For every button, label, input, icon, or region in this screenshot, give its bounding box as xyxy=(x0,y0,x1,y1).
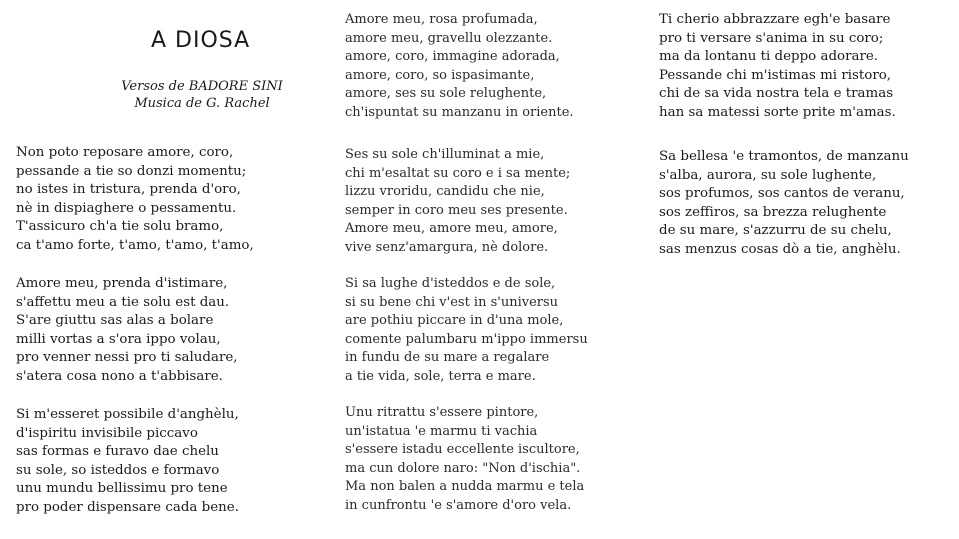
verse-line: semper in coro meu ses presente. xyxy=(345,202,568,218)
verse-line: s'alba, aurora, su sole lughente, xyxy=(659,167,877,183)
verse-line: d'ispiritu invisibile piccavo xyxy=(16,425,198,441)
verse-line: unu mundu bellissimu pro tene xyxy=(16,481,228,497)
verse-line: nè in dispiaghere o pessamentu. xyxy=(16,200,237,216)
verse-line: milli vortas a s'ora ippo volau, xyxy=(16,331,221,347)
verse-line: Amore meu, prenda d'istimare, xyxy=(16,276,228,291)
verse-line: s'essere istadu eccellente iscultore, xyxy=(345,442,580,458)
verse-line: Pessande chi m'istimas mi ristoro, xyxy=(659,67,892,83)
verse-line: sos zeffiros, sa brezza relughente xyxy=(659,204,887,220)
verse-line: vive senz'amargura, nè dolore. xyxy=(345,239,549,255)
verse-line: S'are giuttu sas alas a bolare xyxy=(16,313,214,329)
verse-line: no istes in tristura, prenda d'oro, xyxy=(16,182,241,198)
verse-line: sas formas e furavo dae chelu xyxy=(16,444,219,460)
verse-line: Unu ritrattu s'essere pintore, xyxy=(345,405,539,420)
verse-line: ch'ispuntat su manzanu in oriente. xyxy=(345,104,574,120)
verse-line: Amore meu, rosa profumada, xyxy=(345,12,538,27)
verse-line: si su bene chi v'est in s'universu xyxy=(345,294,559,310)
verse-line: are pothiu piccare in d'una mole, xyxy=(345,313,564,329)
verse-line: s'affettu meu a tie solu est dau. xyxy=(16,294,230,310)
stanza-2-3 xyxy=(345,275,588,387)
verse-line: Non poto reposare amore, coro, xyxy=(16,145,234,160)
verse-line: Sa bellesa 'e tramontos, de manzanu xyxy=(659,149,909,164)
verse-line: ma cun dolore naro: "Non d'ischia". xyxy=(345,460,581,476)
verse-line: ca t'amo forte, t'amo, t'amo, t'amo, xyxy=(16,237,254,253)
stanza-3-1 xyxy=(659,11,896,123)
stanza-2-1 xyxy=(345,11,574,123)
verse-line: amore, coro, immagine adorada, xyxy=(345,49,560,65)
verse-line: han sa matessi sorte prite m'amas. xyxy=(659,104,896,120)
verse-line: sos profumos, sos cantos de veranu, xyxy=(659,186,905,202)
verse-line: sas menzus cosas dò a tie, anghèlu. xyxy=(659,241,901,257)
verse-line: pessande a tie so donzi momentu; xyxy=(16,163,247,179)
stanza-2-4 xyxy=(345,404,584,516)
stanza-1-1 xyxy=(16,144,254,256)
verse-line: Si sa lughe d'isteddos e de sole, xyxy=(345,276,556,291)
verse-line: T'assicuro ch'a tie solu bramo, xyxy=(16,219,224,235)
verse-line: pro poder dispensare cada bene. xyxy=(16,499,239,515)
verse-line: Amore meu, amore meu, amore, xyxy=(345,221,558,237)
verse-line: amore, coro, so ispasimante, xyxy=(345,67,535,83)
verse-line: pro venner nessi pro ti saludare, xyxy=(16,350,238,366)
verse-line: un'istatua 'e marmu ti vachia xyxy=(345,423,538,439)
verse-line: ma da lontanu ti deppo adorare. xyxy=(659,49,879,65)
music-credit: Musica de G. Rachel xyxy=(134,96,270,111)
stanza-1-3 xyxy=(16,406,239,518)
verse-line: amore, ses su sole relughente, xyxy=(345,86,547,102)
verse-line: Ma non balen a nudda marmu e tela xyxy=(345,479,585,495)
verse-line: su sole, so isteddos e formavo xyxy=(16,462,220,478)
verse-line: lizzu vroridu, candidu che nie, xyxy=(345,184,545,200)
verse-line: pro ti versare s'anima in su coro; xyxy=(659,30,884,46)
song-title: A DIOSA xyxy=(151,28,251,53)
verse-line: a tie vida, sole, terra e mare. xyxy=(345,368,536,384)
verse-line: amore meu, gravellu olezzante. xyxy=(345,30,553,46)
verse-line: s'atera cosa nono a t'abbisare. xyxy=(16,368,223,384)
verse-line: de su mare, s'azzurru de su chelu, xyxy=(659,223,892,239)
verse-line: in fundu de su mare a regalare xyxy=(345,350,550,366)
verse-line: in cunfrontu 'e s'amore d'oro vela. xyxy=(345,497,572,513)
verse-line: Ses su sole ch'illuminat a mie, xyxy=(345,147,545,162)
verse-line: Si m'esseret possibile d'anghèlu, xyxy=(16,407,239,422)
verse-line: chi m'esaltat su coro e i sa mente; xyxy=(345,165,571,181)
verse-line: chi de sa vida nostra tela e tramas xyxy=(659,86,894,102)
stanza-3-2 xyxy=(659,148,909,260)
lyrics-credit: Versos de BADORE SINI xyxy=(121,79,283,94)
stanza-1-2 xyxy=(16,275,238,387)
song-credits xyxy=(112,78,292,112)
stanza-2-2 xyxy=(345,146,570,258)
verse-line: Ti cherio abbrazzare egh'e basare xyxy=(659,12,891,27)
verse-line: comente palumbaru m'ippo immersu xyxy=(345,331,588,347)
